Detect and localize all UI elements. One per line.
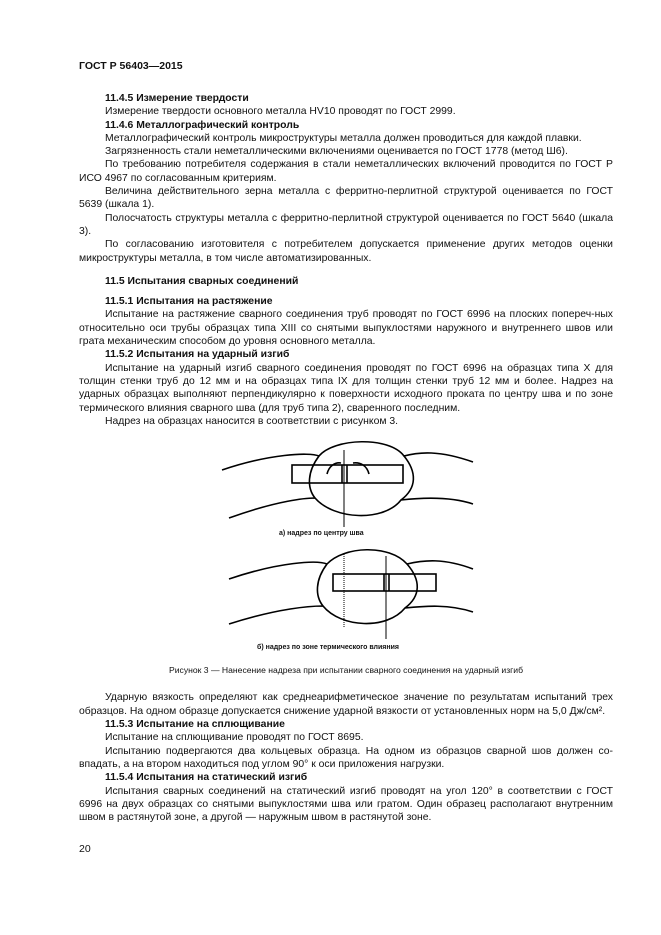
- figure-caption-a: а) надрез по центру шва: [279, 530, 364, 538]
- paragraph: По требованию потребителя содержания в стали неметаллических включений проводится по ГОСТ Р ИСО 4967 по согласованным критериям.: [79, 159, 613, 184]
- weld-notch-diagram: [79, 432, 613, 654]
- paragraph: Ударную вязкость определяют как среднеарифметическое значение по результатам испытаний трех образцов. На одном образце допускается снижение ударной вязкости от установленных норм на 5,0 Дж/см².: [79, 692, 613, 717]
- paragraph: Полосчатость структуры металла с ферритно-перлитной структурой оценивается по ГОСТ 5640 (шкала 3).: [79, 212, 613, 237]
- heading-11-5-4: 11.5.4 Испытания на статический изгиб: [105, 772, 308, 784]
- heading-11-5-2: 11.5.2 Испытания на ударный изгиб: [105, 349, 290, 361]
- paragraph: Надрез на образцах наносится в соответствии с рисунком 3.: [105, 415, 399, 427]
- paragraph: Испытания сварных соединений на статический изгиб проводят на угол 120° в соответствии с ГОСТ 6996 на двух образцах со снятыми выпуклостями шва или гратом. Один образец располагают внутренним швом в растянутой зоне, а другой — наружным швом в растянутой зоне.: [79, 785, 613, 824]
- paragraph: Испытание на растяжение сварного соединения труб проводят по ГОСТ 6996 на плоских попереч-ных относительно оси трубы образцах типа XIII со снятыми выпуклостями наружного и внутреннего швов или грата механическим способом до уровня основного металла.: [79, 309, 613, 348]
- paragraph: Измерение твердости основного металла HV10 проводят по ГОСТ 2999.: [105, 106, 456, 118]
- paragraph: Загрязненность стали неметаллическими включениями оценивается по ГОСТ 1778 (метод Ш6).: [105, 146, 568, 158]
- heading-11-4-6: 11.4.6 Металлографический контроль: [105, 119, 300, 131]
- paragraph: Испытание на сплющивание проводят по ГОСТ 8695.: [105, 732, 364, 744]
- figure-caption-b: б) надрез по зоне термического влияния: [257, 644, 399, 652]
- heading-11-5-1: 11.5.1 Испытания на растяжение: [105, 296, 273, 308]
- heading-11-4-5: 11.4.5 Измерение твердости: [105, 93, 249, 104]
- figure-caption: Рисунок 3 — Нанесение надреза при испытании сварного соединения на ударный изгиб: [168, 665, 524, 676]
- heading-11-5: 11.5 Испытания сварных соединений: [105, 275, 299, 287]
- figure-3: [79, 432, 613, 654]
- heading-11-5-3: 11.5.3 Испытание на сплющивание: [105, 719, 285, 731]
- page-number: 20: [79, 843, 91, 855]
- paragraph: По согласованию изготовителя с потребителем допускается применение других методов оценки микроструктуры металла, в том числе автоматизированных.: [79, 239, 613, 264]
- paragraph: Испытание на ударный изгиб сварного соединения проводят по ГОСТ 6996 на образцах типа X для толщин стенки труб до 12 мм и на образцах типа IX для толщин стенки труб 12 мм и более. Надрез на ударных образцах выполняют перпендикулярно к поверхности исходного проката по центру шва и по зоне термического влияния сварного шва (для труб типа 2), сваренного последним.: [79, 362, 613, 414]
- paragraph: Величина действительного зерна металла с ферритно-перлитной структурой оценивается по ГОСТ 5639 (шкала 1).: [79, 186, 613, 211]
- paragraph: Металлографический контроль микроструктуры металла должен проводиться для каждой плавки.: [105, 132, 582, 144]
- document-header: ГОСТ Р 56403—2015: [79, 60, 183, 72]
- document-body: [79, 92, 613, 824]
- paragraph: Испытанию подвергаются два кольцевых образца. На одном из образцов сварной шов должен со-впадать, а на втором находиться под углом 90° к оси приложения нагрузки.: [79, 745, 613, 770]
